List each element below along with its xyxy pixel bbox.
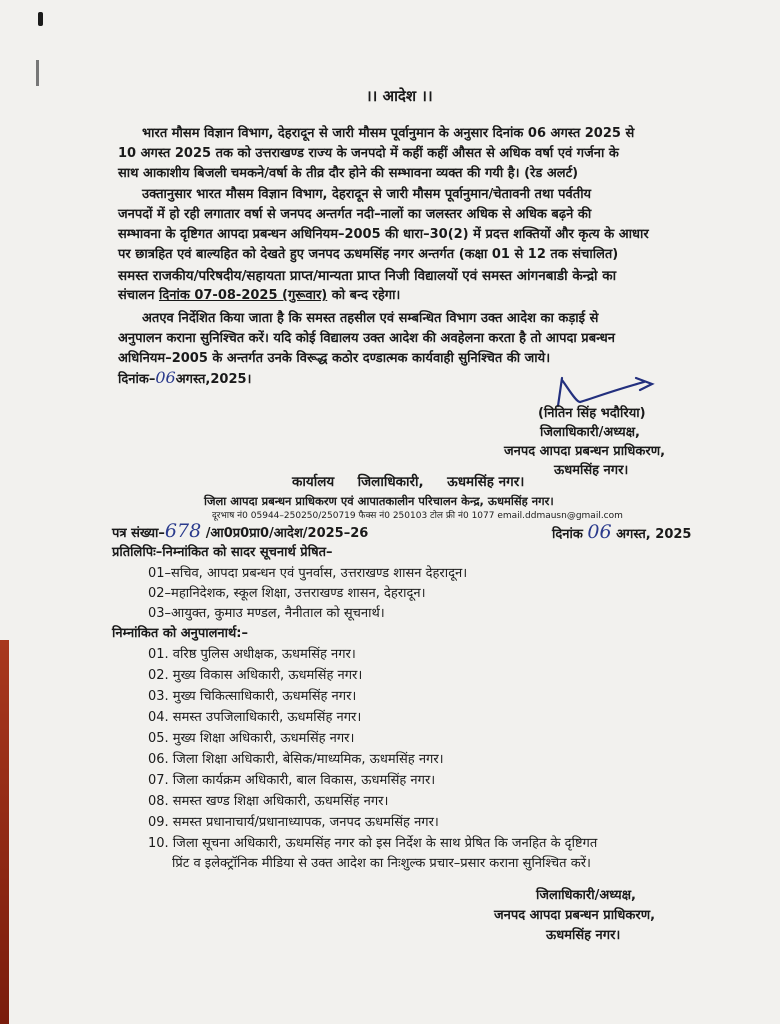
compliance-item: 06. जिला शिक्षा अधिकारी, बेसिक/माध्यमिक, ऊधमसिंह नगर।: [148, 752, 444, 767]
footer-place: ऊधमसिंह नगर।: [546, 928, 621, 943]
para2-line: [118, 247, 618, 263]
para3-line: अनुपालन कराना सुनिश्चित करें। यदि कोई विद्यालय उक्त आदेश की अवहेलना करता है तो आपदा प्रबन्धन: [118, 331, 615, 346]
cc-item: 03–आयुक्त, कुमाउ मण्डल, नैनीताल को सूचनार्थ।: [148, 606, 385, 621]
para2-line: उक्तानुसार भारत मौसम विज्ञान विभाग, देहरादून से जारी मौसम पूर्वानुमान/चेतावनी तथा पर्वतीय: [142, 187, 592, 202]
date-suffix: अगस्त,2025।: [175, 372, 252, 387]
closure-date: दिनांक 07-08-2025 (गुरूवार): [158, 288, 328, 303]
cc-item: 02–महानिदेशक, स्कूल शिक्षा, उत्तराखण्ड शासन, देहरादून।: [148, 586, 426, 601]
closure-prefix: संचालन: [118, 288, 155, 303]
para2-line: जनपदों में हो रही लगातार वर्षा से जनपद अन्तर्गत नदी–नालों का जलस्तर अधिक से अधिक बढ़ने की: [118, 207, 592, 222]
scan-edge-strip: [0, 640, 9, 1024]
para3-line: अतएव निर्देशित किया जाता है कि समस्त तहसील एवं सम्बन्धित विभाग उक्त आदेश का कड़ाई से: [142, 311, 599, 326]
signer-body: जनपद आपदा प्रबन्धन प्राधिकरण,: [504, 444, 666, 459]
compliance-item: 10. जिला सूचना अधिकारी, ऊधमसिंह नगर को इस निर्देश के साथ प्रेषित कि जनहित के दृष्टिगत: [148, 836, 598, 851]
cc-heading: प्रतिलिपिः–निम्नांकित को सादर सूचनार्थ प्रेषित–: [112, 545, 333, 560]
letter-date-suffix: अगस्त, 2025: [616, 527, 692, 542]
compliance-item: 05. मुख्य शिक्षा अधिकारी, ऊधमसिंह नगर।: [148, 731, 355, 746]
signer-title: जिलाधिकारी/अध्यक्ष,: [540, 425, 640, 440]
letter-label: पत्र संख्या–: [112, 526, 165, 541]
letter-date-line: [552, 521, 692, 543]
scan-mark: [36, 60, 39, 86]
compliance-item: 04. समस्त उपजिलाधिकारी, ऊधमसिंह नगर।: [148, 710, 362, 725]
scan-mark: [38, 12, 43, 26]
compliance-heading: निम्नांकित को अनुपालनार्थ:–: [112, 626, 249, 641]
para1-line: भारत मौसम विज्ञान विभाग, देहरादून से जारी मौसम पूर्वानुमान के अनुसार दिनांक 06 अगस्त 2025 से: [142, 126, 635, 141]
letter-number-line: [112, 520, 369, 542]
closure-suffix: को बन्द रहेगा।: [331, 288, 401, 303]
compliance-item: 03. मुख्य चिकित्साधिकारी, ऊधमसिंह नगर।: [148, 689, 357, 704]
compliance-item: 01. वरिष्ठ पुलिस अधीक्षक, ऊधमसिंह नगर।: [148, 647, 356, 662]
office-line: कार्यालय जिलाधिकारी, ऊधमसिंह नगर।: [292, 474, 525, 490]
order-date: [118, 370, 251, 388]
para1-line: साथ आकाशीय बिजली चमकने/वर्षा के तीव्र दौर होने की सम्भावना व्यक्त की गयी है। (रेड अलर्ट): [118, 166, 579, 181]
compliance-item: 08. समस्त खण्ड शिक्षा अधिकारी, ऊधमसिंह नगर।: [148, 794, 389, 809]
para2-line: सम्भावना के दृष्टिगत आपदा प्रबन्धन अधिनियम–2005 की धारा–30(2) में प्रदत्त शक्तियों और कृत्य के आधार: [118, 227, 649, 242]
para3-line: अधिनियम–2005 के अन्तर्गत उनके विरूद्ध कठोर दण्डात्मक कार्यवाही सुनिश्चित की जाये।: [118, 351, 551, 366]
class-range-highlight: (कक्षा 01 से 12 तक संचालित): [458, 247, 619, 262]
letter-date-label: दिनांक: [552, 527, 583, 542]
signer-place: ऊधमसिंह नगर।: [554, 463, 629, 478]
handwritten-letter-number: 678: [164, 520, 202, 542]
schools-line: समस्त राजकीय/परिषदीय/सहायता प्राप्त/मान्यता प्राप्त निजी विद्यालयों एवं समस्त आंगनबाडी केन्द्रो का: [118, 268, 617, 284]
closure-line: [118, 288, 400, 304]
compliance-item-cont: प्रिंट व इलेक्ट्रॉनिक मीडिया से उक्त आदेश का निःशुल्क प्रचार–प्रसार कराना सुनिश्चित करें।: [172, 856, 591, 871]
compliance-item: 02. मुख्य विकास अधिकारी, ऊधमसिंह नगर।: [148, 668, 363, 683]
compliance-item: 09. समस्त प्रधानाचार्य/प्रधानाध्यापक, जनपद ऊधमसिंह नगर।: [148, 815, 439, 830]
cc-item: 01–सचिव, आपदा प्रबन्धन एवं पुनर्वास, उत्तराखण्ड शासन देहरादून।: [148, 566, 468, 581]
para2-text: पर छात्रहित एवं बाल्यहित को देखते हुए जनपद ऊधमसिंह नगर अन्तर्गत: [118, 247, 455, 262]
date-prefix: दिनांक–: [118, 372, 156, 387]
signer-name: (नितिन सिंह भदौरिया): [538, 406, 646, 421]
order-heading: ।। आदेश ।।: [366, 87, 433, 105]
office-contact: दूरभाष नं0 05944–250250/250719 फैक्स नं0 250103 टोल फ्री नं0 1077 email.ddmausn@gmail.com: [212, 511, 623, 521]
office-subline: जिला आपदा प्रबन्धन प्राधिकरण एवं आपातकालीन परिचालन केन्द्र, ऊधमसिंह नगर।: [204, 494, 554, 508]
para1-line: 10 अगस्त 2025 तक को उत्तराखण्ड राज्य के जनपदो में कहीं कहीं औसत से अधिक वर्षा एवं गर्जना के: [118, 146, 619, 161]
handwritten-letter-date: 06: [587, 521, 612, 543]
compliance-item: 07. जिला कार्यक्रम अधिकारी, बाल विकास, ऊधमसिंह नगर।: [148, 773, 436, 788]
handwritten-date: 06: [155, 368, 176, 387]
footer-body: जनपद आपदा प्रबन्धन प्राधिकरण,: [494, 908, 656, 923]
letter-ref: /आ0प्र0प्रा0/आदेश/2025–26: [205, 526, 369, 541]
footer-title: जिलाधिकारी/अध्यक्ष,: [536, 888, 636, 903]
